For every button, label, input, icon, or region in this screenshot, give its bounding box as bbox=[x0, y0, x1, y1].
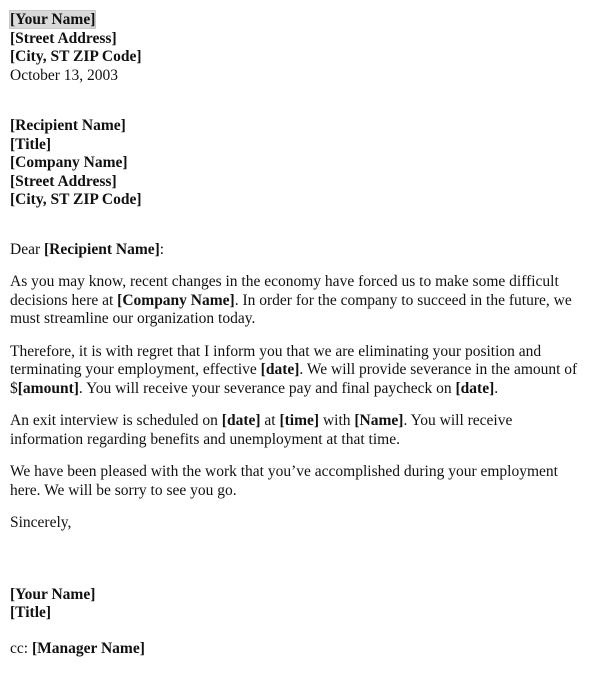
date-placeholder: [date] bbox=[221, 412, 261, 429]
sender-city: [City, ST ZIP Code] bbox=[10, 48, 142, 65]
recipient-company: [Company Name] bbox=[10, 154, 128, 171]
salutation-name: [Recipient Name] bbox=[44, 240, 160, 258]
signature-block bbox=[10, 586, 585, 623]
amount-placeholder: [amount] bbox=[17, 379, 79, 397]
sender-street: [Street Address] bbox=[10, 29, 117, 47]
signature-name: [Your Name] bbox=[10, 585, 96, 603]
paragraph-2: Therefore, it is with regret that I inform you that we are eliminating your position and terminating your employment, effective [date]. We will provide severance in the amount of $[amount]. You will receive your severance pay and final paycheck on [date]. bbox=[10, 342, 578, 397]
letter-document bbox=[10, 11, 585, 658]
sender-block bbox=[10, 11, 585, 85]
date-placeholder: [date] bbox=[260, 361, 300, 378]
salutation: Dear [Recipient Name]: bbox=[10, 240, 165, 258]
sender-name[interactable]: [Your Name] bbox=[10, 11, 96, 28]
recipient-block bbox=[10, 117, 585, 210]
paragraph-4: We have been pleased with the work that you’ve accomplished during your employment here. We will be sorry to see you go. bbox=[10, 463, 558, 499]
cc-name: [Manager Name] bbox=[31, 639, 145, 657]
date-placeholder: [date] bbox=[455, 379, 495, 397]
sender-name-line bbox=[10, 11, 585, 30]
closing: Sincerely, bbox=[10, 514, 72, 531]
letter-date: October 13, 2003 bbox=[10, 66, 119, 84]
recipient-street: [Street Address] bbox=[10, 172, 117, 190]
paragraph-3: An exit interview is scheduled on [date] at [time] with [Name]. You will receive information regarding benefits and unemployment at that time. bbox=[10, 412, 513, 448]
paragraph-1: As you may know, recent changes in the economy have forced us to make some difficult decisions here at [Company Name]. In order for the company to succeed in the future, we must streamline our organization today. bbox=[10, 273, 572, 327]
recipient-title: [Title] bbox=[10, 135, 52, 153]
time-placeholder: [time] bbox=[279, 412, 320, 429]
recipient-city: [City, ST ZIP Code] bbox=[10, 191, 142, 208]
signature-title: [Title] bbox=[10, 604, 52, 621]
recipient-name: [Recipient Name] bbox=[10, 117, 126, 134]
cc-line: cc: [Manager Name] bbox=[10, 639, 145, 657]
company-placeholder: [Company Name] bbox=[117, 291, 235, 309]
name-placeholder: [Name] bbox=[354, 412, 404, 429]
